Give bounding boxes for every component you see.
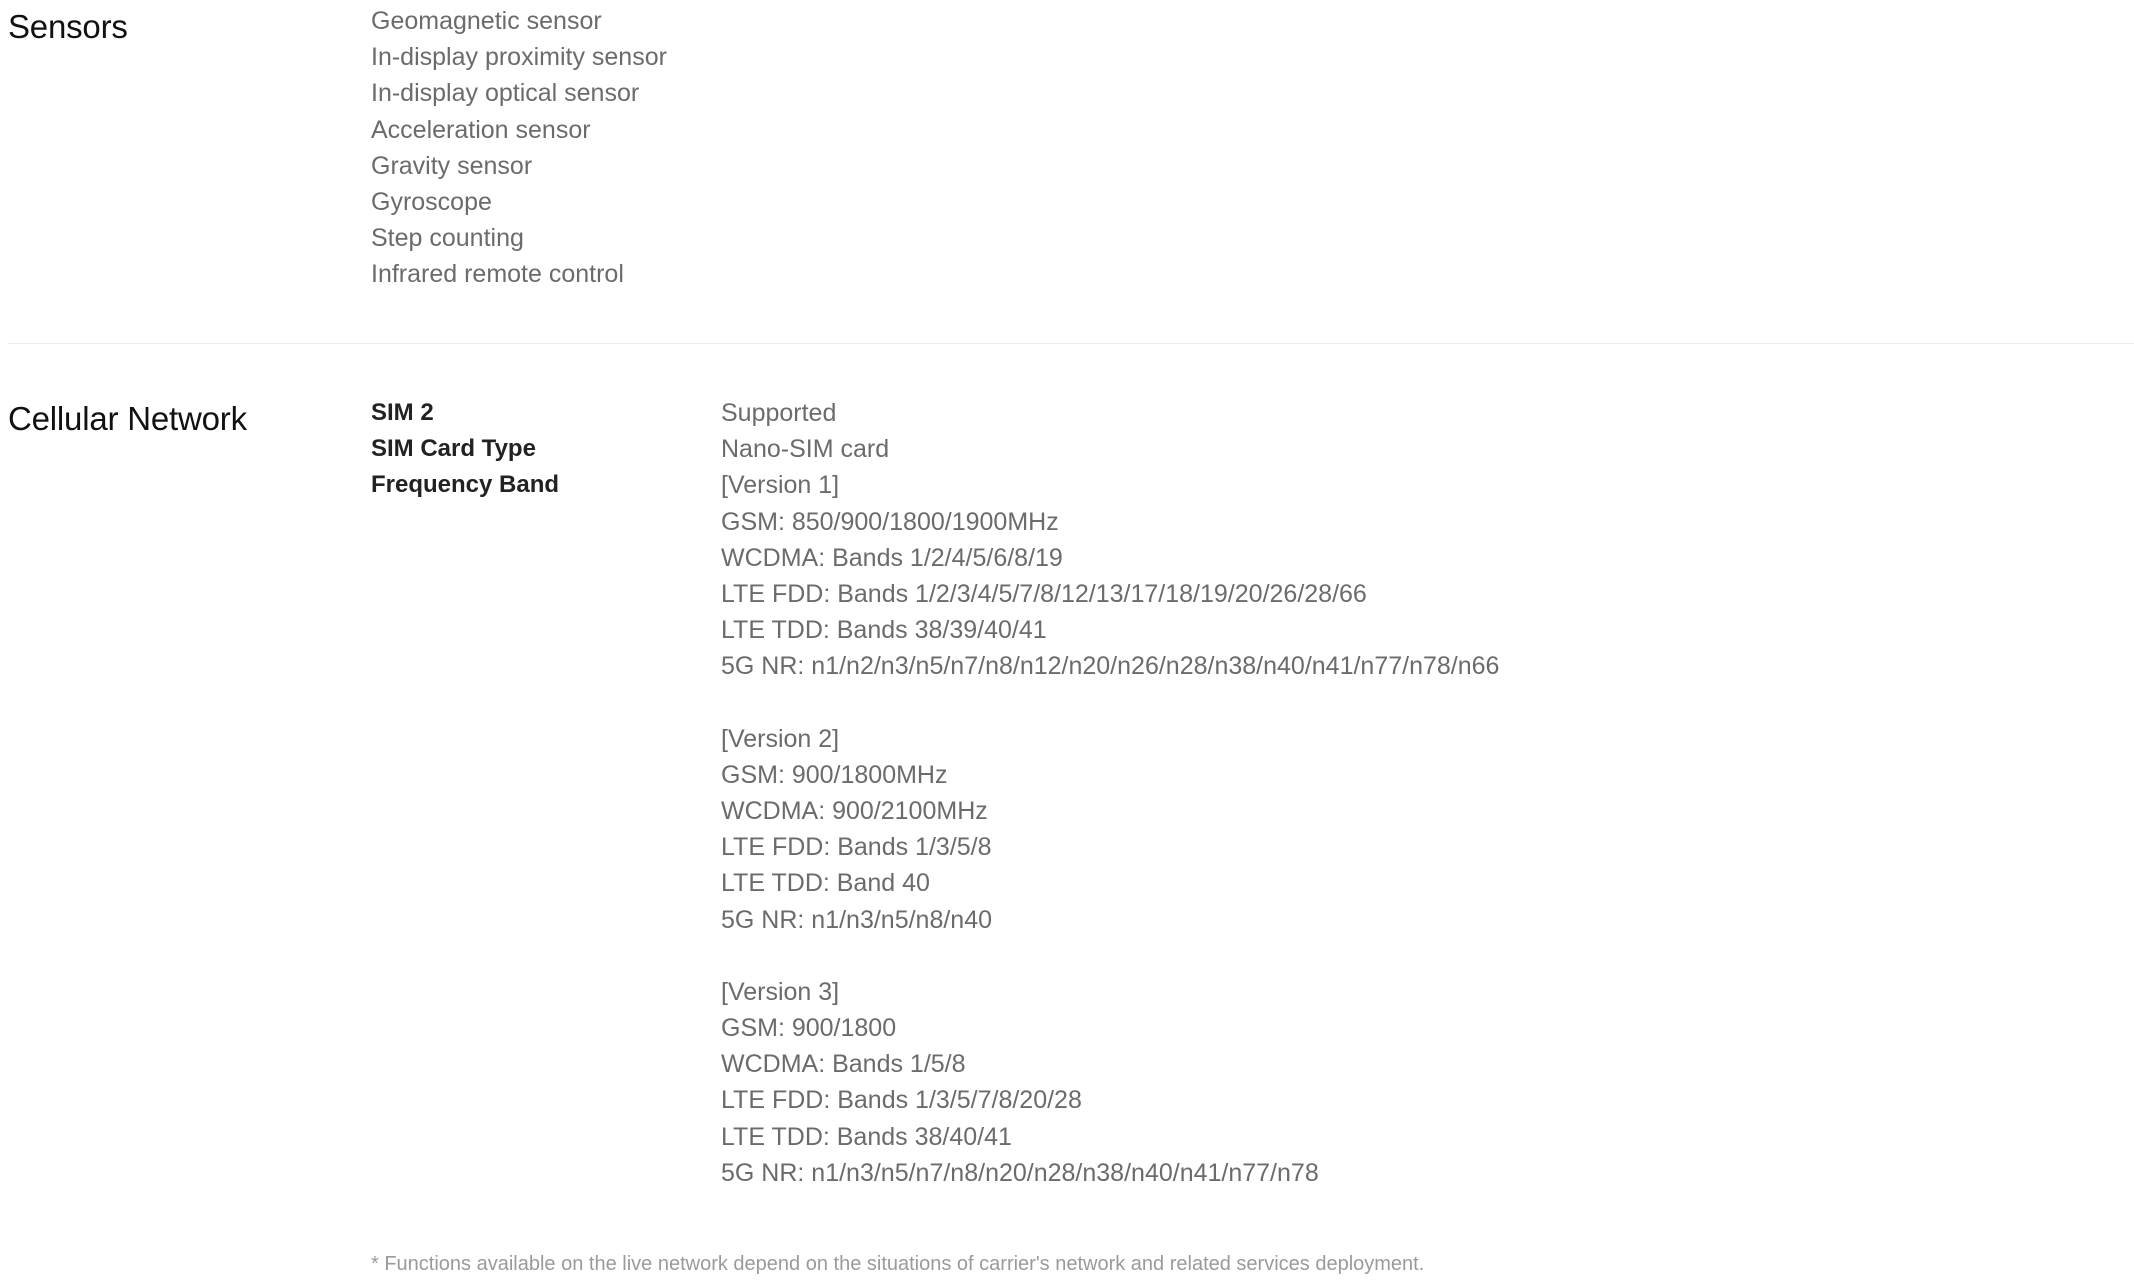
sim2-value: Supported — [721, 399, 837, 427]
sim2-label: SIM 2 — [371, 399, 434, 426]
sensor-item: In-display optical sensor — [371, 79, 640, 108]
band-line: 5G NR: n1/n2/n3/n5/n7/n8/n12/n20/n26/n28/n38/n40/n41/n77/n78/n66 — [721, 652, 1500, 681]
sensor-item: Infrared remote control — [371, 260, 624, 289]
frequency-band-label: Frequency Band — [371, 471, 560, 499]
sim-card-type-value: Nano-SIM card — [721, 435, 890, 464]
band-line: LTE TDD: Band 40 — [721, 869, 930, 898]
sensor-item: Gravity sensor — [371, 151, 533, 180]
band-line: LTE FDD: Bands 1/3/5/8 — [721, 833, 992, 862]
network-footnote: * Functions available on the live network depend on the situations of carrier's network and related services deployment. — [371, 1253, 1425, 1275]
sensor-item: Geomagnetic sensor — [371, 7, 602, 35]
version-heading: [Version 2] — [721, 724, 840, 753]
band-line: LTE TDD: Bands 38/40/41 — [721, 1122, 1012, 1151]
section-divider — [8, 343, 2134, 344]
band-line: GSM: 850/900/1800/1900MHz — [721, 507, 1059, 536]
frequency-band-version-1 — [721, 467, 1499, 684]
cellular-network-title: Cellular Network — [8, 400, 247, 437]
frequency-band-version-3 — [721, 974, 1499, 1191]
cellular-network-section — [0, 392, 2134, 1212]
band-line: LTE TDD: Bands 38/39/40/41 — [721, 616, 1047, 645]
band-line: GSM: 900/1800 — [721, 1014, 897, 1043]
version-heading: [Version 3] — [721, 977, 840, 1006]
sensors-title: Sensors — [8, 8, 128, 45]
sim-card-type-label: SIM Card Type — [371, 435, 536, 463]
band-line: 5G NR: n1/n3/n5/n8/n40 — [721, 905, 993, 934]
spec-values — [721, 395, 1499, 1191]
band-line: LTE FDD: Bands 1/3/5/7/8/20/28 — [721, 1086, 1082, 1115]
sensors-list — [371, 3, 667, 293]
sensor-item: Gyroscope — [371, 188, 492, 217]
sensor-item: Acceleration sensor — [371, 115, 591, 144]
sensor-item: Step counting — [371, 224, 524, 253]
band-line: WCDMA: 900/2100MHz — [721, 797, 988, 826]
sensors-section — [0, 0, 2134, 300]
version-heading: [Version 1] — [721, 471, 840, 500]
frequency-band-version-2 — [721, 721, 1499, 938]
band-line: WCDMA: Bands 1/5/8 — [721, 1050, 966, 1079]
sensor-item: In-display proximity sensor — [371, 43, 667, 72]
band-line: 5G NR: n1/n3/n5/n7/n8/n20/n28/n38/n40/n41/n77/n78 — [721, 1158, 1319, 1187]
band-line: LTE FDD: Bands 1/2/3/4/5/7/8/12/13/17/18/19/20/26/28/66 — [721, 580, 1367, 609]
band-line: WCDMA: Bands 1/2/4/5/6/8/19 — [721, 543, 1063, 572]
band-line: GSM: 900/1800MHz — [721, 760, 948, 789]
spec-labels — [371, 395, 559, 504]
